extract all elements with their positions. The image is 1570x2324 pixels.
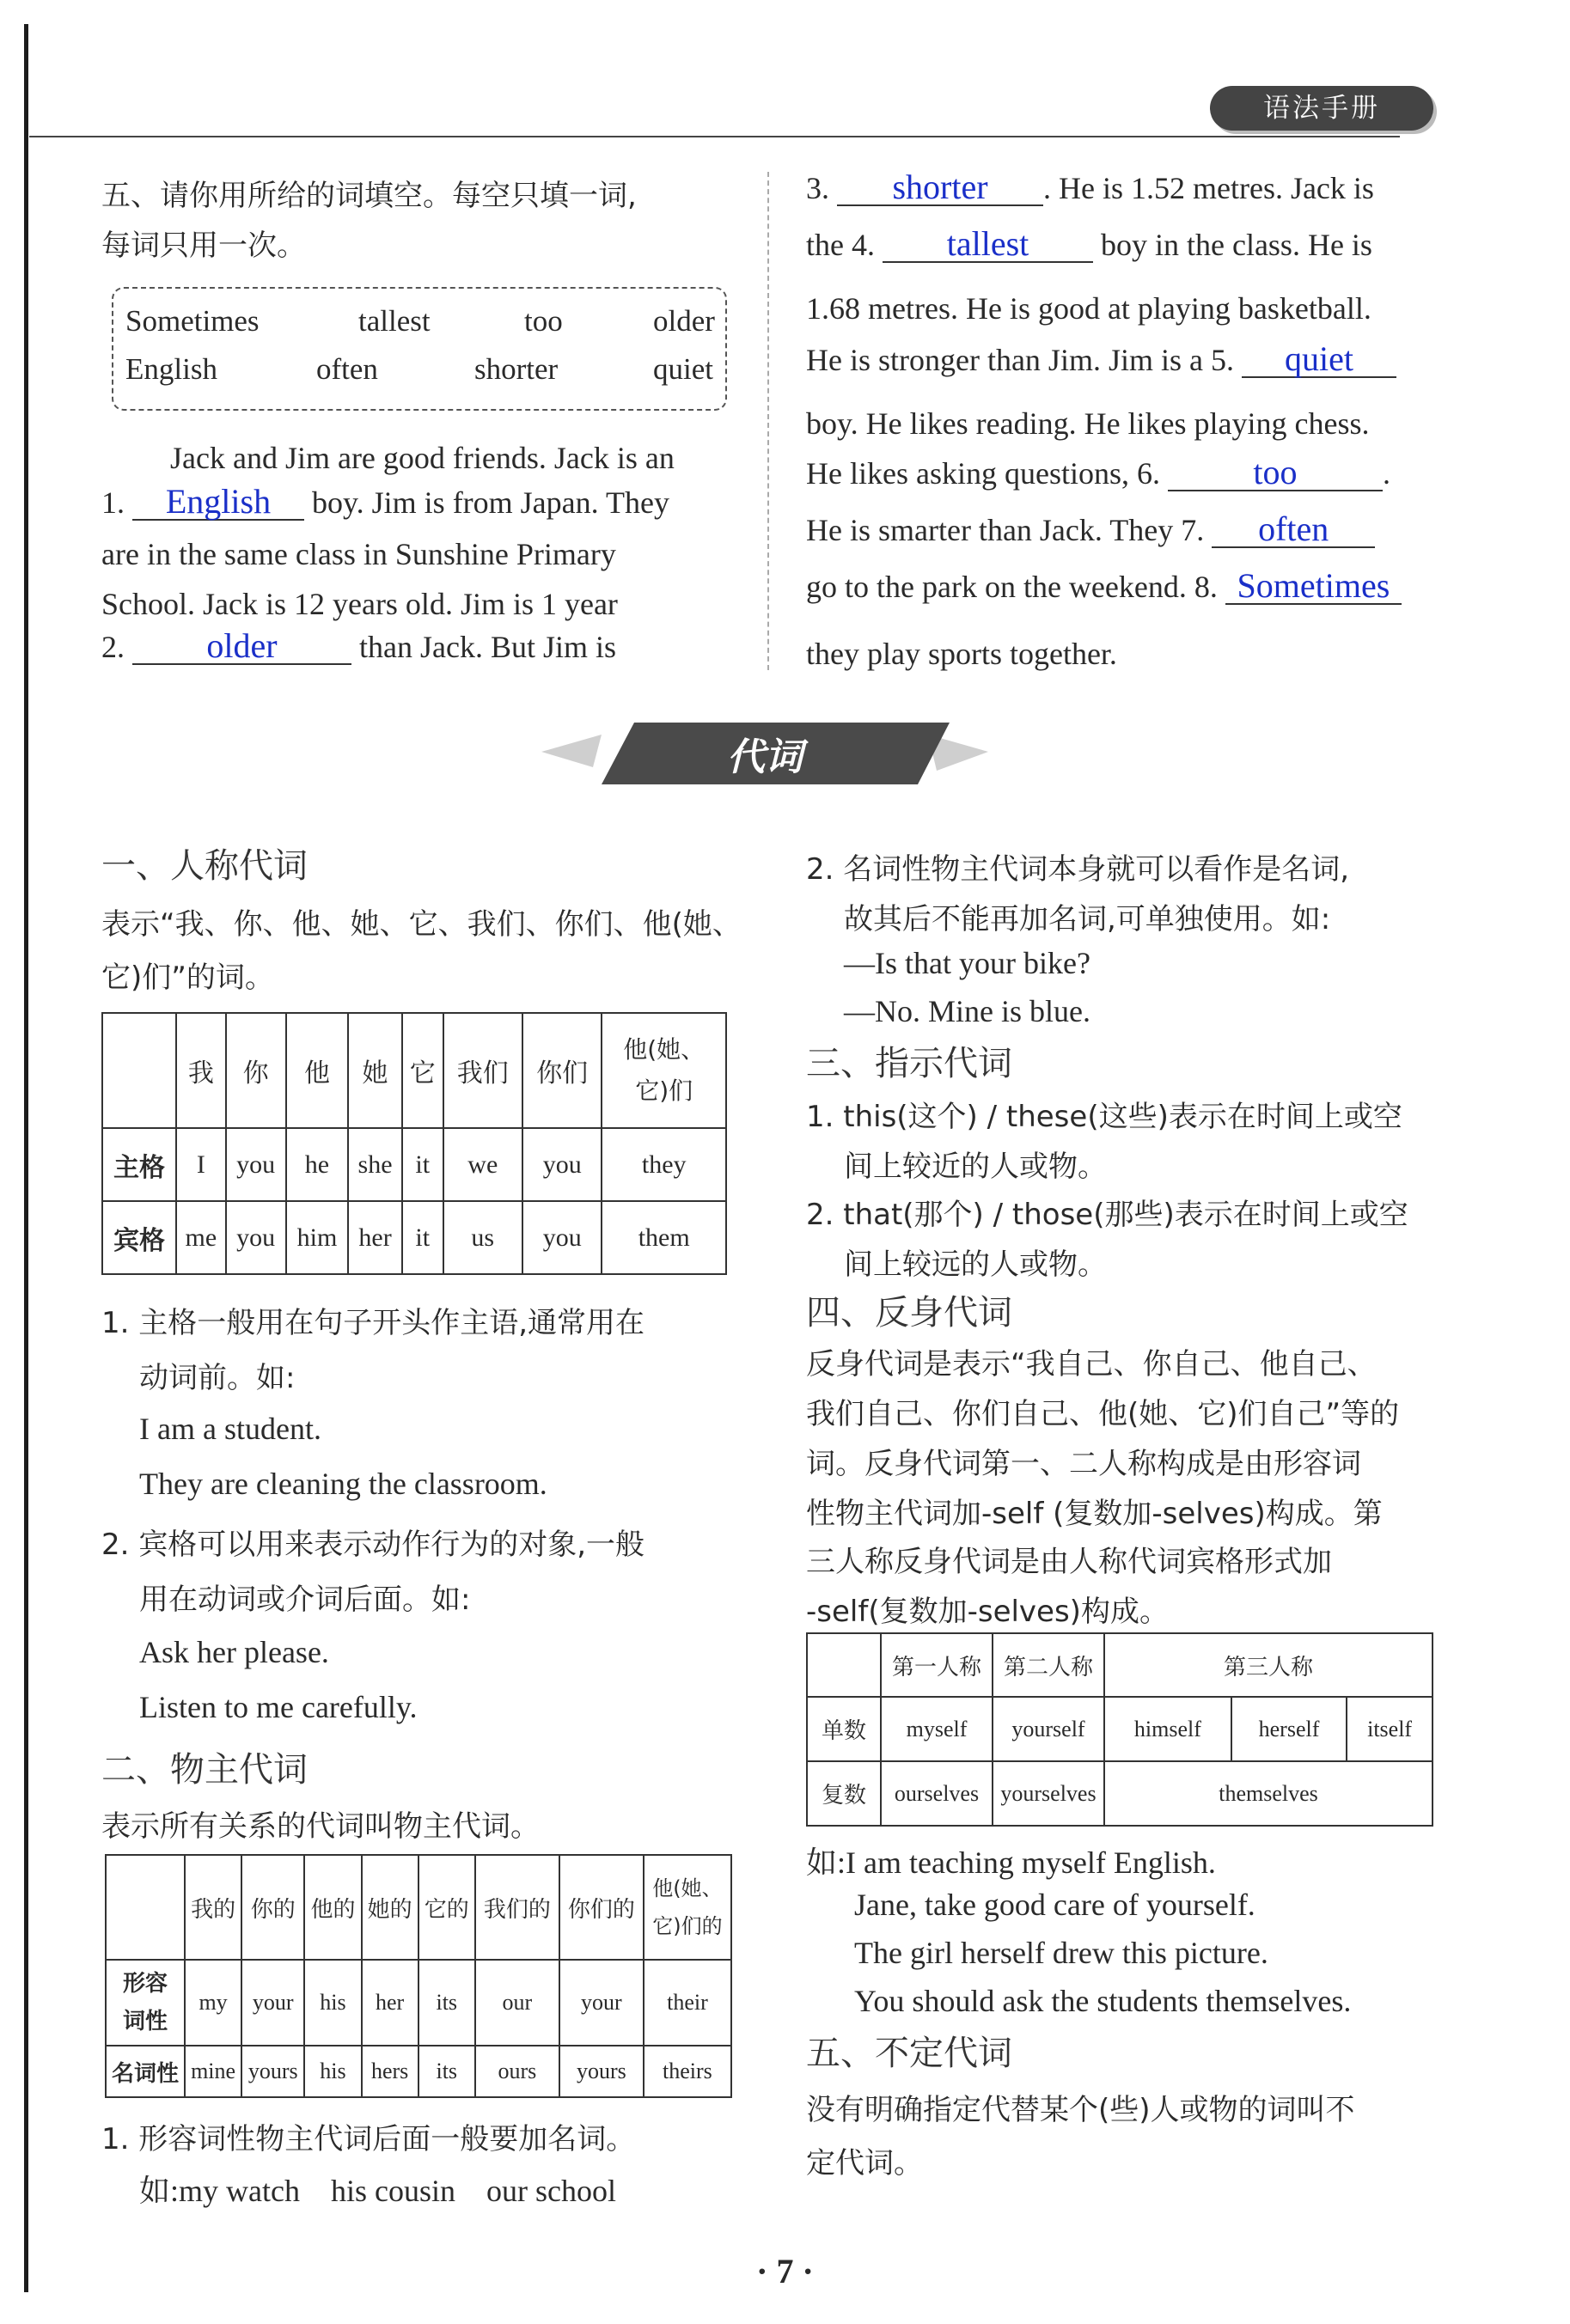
example-sentence: 如:I am teaching myself English. [806, 1845, 1216, 1880]
table-cell: their [644, 1960, 731, 2046]
body-text: 表示“我、你、他、她、它、我们、你们、他(她、 [101, 907, 742, 942]
table-cell: theirs [644, 2046, 731, 2097]
table-cell: me [176, 1201, 226, 1274]
heading-demonstrative-pronouns: 三、指示代词 [806, 1044, 1012, 1083]
answer-6: too [1168, 455, 1383, 491]
word-box [112, 287, 727, 411]
table-corner [807, 1633, 881, 1697]
heading-reflexive-pronouns: 四、反身代词 [806, 1293, 1012, 1333]
table-cell: you [226, 1201, 286, 1274]
table-cell: yours [559, 2046, 644, 2097]
table-cell: ours [475, 2046, 559, 2097]
word: older [653, 304, 715, 338]
passage-line [806, 566, 1402, 605]
header-part: 他(她、 [652, 1876, 723, 1900]
row-label: 主格 [102, 1128, 176, 1201]
table-header: 它 [402, 1013, 443, 1128]
passage-text: He likes asking questions, 6. [806, 456, 1160, 491]
table-header: 你们的 [559, 1855, 644, 1960]
passage-text: than Jack. But Jim is [359, 630, 616, 664]
example-sentence: Listen to me carefully. [139, 1690, 418, 1724]
table-header: 他 [286, 1013, 349, 1128]
table-cell: it [402, 1201, 443, 1274]
table-cell: its [418, 1960, 475, 2046]
answer-2: older [132, 629, 351, 665]
table-header: 第二人称 [993, 1633, 1104, 1697]
binding-bar [24, 24, 28, 2292]
table-cell: his [304, 2046, 361, 2097]
passage-line: they play sports together. [806, 637, 1117, 671]
word: often [316, 352, 378, 386]
table-cell: itself [1347, 1697, 1433, 1761]
body-text: 1. 形容词性物主代词后面一般要加名词。 [101, 2122, 636, 2156]
label-part: 形容 [122, 1971, 168, 1997]
word: tallest [358, 304, 431, 338]
section-badge: 语法手册 [1210, 86, 1433, 131]
passage-text: . [1382, 456, 1390, 491]
answer-4: tallest [883, 227, 1093, 263]
table-header: 我 [176, 1013, 226, 1128]
table-cell: your [559, 1960, 644, 2046]
answer-7: often [1212, 512, 1375, 548]
passage-line: School. Jack is 12 years old. Jim is 1 year [101, 587, 618, 621]
passage-line [806, 224, 1372, 263]
passage-line [806, 455, 1390, 491]
example-sentence: 如:my watch his cousin our school [139, 2174, 616, 2208]
passage-text: He is stronger than Jim. Jim is a 5. [806, 343, 1234, 377]
body-text: 1. this(这个) / these(这些)表示在时间上或空 [806, 1100, 1402, 1134]
body-text: -self(复数加-selves)构成。 [806, 1595, 1169, 1629]
table-cell: yours [241, 2046, 304, 2097]
example-sentence: You should ask the students themselves. [854, 1984, 1352, 2018]
table-header: 第一人称 [881, 1633, 993, 1697]
body-text: 2. 名词性物主代词本身就可以看作是名词, [806, 852, 1350, 887]
table-cell: you [522, 1201, 602, 1274]
table-header: 你 [226, 1013, 286, 1128]
example-sentence: Ask her please. [139, 1635, 329, 1669]
word: Sometimes [125, 304, 260, 338]
table-header: 第三人称 [1104, 1633, 1433, 1697]
table-cell: we [443, 1128, 522, 1201]
example-sentence: They are cleaning the classroom. [139, 1467, 547, 1501]
table-cell: yourself [993, 1697, 1104, 1761]
body-text: 性物主代词加-self (复数加-selves)构成。第 [806, 1497, 1383, 1531]
table-cell: her [348, 1201, 402, 1274]
body-text: 没有明确指定代替某个(些)人或物的词叫不 [806, 2093, 1355, 2127]
word: English [125, 352, 217, 386]
body-text: 间上较近的人或物。 [844, 1150, 1107, 1184]
example-sentence: I am a student. [139, 1412, 321, 1446]
row-label: 单数 [807, 1697, 881, 1761]
table-corner [106, 1855, 185, 1960]
heading-possessive-pronouns: 二、物主代词 [101, 1750, 308, 1790]
answer-3: shorter [837, 170, 1043, 206]
table-cell: hers [362, 2046, 418, 2097]
passage-text: He is smarter than Jack. They 7. [806, 513, 1205, 547]
row-label [106, 1960, 185, 2046]
passage-line [806, 509, 1375, 548]
table-cell: herself [1231, 1697, 1347, 1761]
body-text: 表示所有关系的代词叫物主代词。 [101, 1809, 540, 1844]
table-cell: yourselves [993, 1761, 1104, 1826]
table-cell: you [522, 1128, 602, 1201]
table-cell: themselves [1104, 1761, 1433, 1826]
table-header: 我们 [443, 1013, 522, 1128]
word: too [524, 304, 563, 338]
exercise-title: 五、请你用所给的词填空。每空只填一词, [101, 179, 637, 213]
passage-text: . He is 1.52 metres. Jack is [1043, 171, 1374, 205]
table-header: 我的 [185, 1855, 241, 1960]
table-header: 她 [348, 1013, 402, 1128]
passage-line [806, 339, 1396, 378]
header-part: 它)们 [635, 1077, 693, 1105]
body-text: 反身代词是表示“我自己、你自己、他自己、 [806, 1347, 1377, 1382]
reflexive-pronoun-table [806, 1632, 1433, 1827]
body-text: 词。反身代词第一、二人称构成是由形容词 [806, 1447, 1361, 1481]
example-sentence: —No. Mine is blue. [844, 994, 1090, 1028]
word: shorter [474, 352, 559, 386]
passage-line: boy. He likes reading. He likes playing chess. [806, 406, 1370, 441]
heading-personal-pronouns: 一、人称代词 [101, 846, 308, 886]
table-header: 你的 [241, 1855, 304, 1960]
passage-line: are in the same class in Sunshine Primary [101, 537, 616, 571]
table-header: 她的 [362, 1855, 418, 1960]
table-cell: I [176, 1128, 226, 1201]
label-part: 词性 [122, 2009, 168, 2034]
table-header [602, 1013, 726, 1128]
possessive-pronoun-table [105, 1854, 732, 2098]
body-text: 我们自己、你们自己、他(她、它)们自己”等的 [806, 1397, 1400, 1431]
blank-number: 1. [101, 485, 125, 520]
blank-number: 3. [806, 171, 829, 205]
body-text: 2. 宾格可以用来表示动作行为的对象,一般 [101, 1528, 645, 1562]
header-part: 它)们的 [652, 1914, 723, 1938]
passage-text: boy. Jim is from Japan. They [312, 485, 669, 520]
passage-line: 1.68 metres. He is good at playing basketball. [806, 291, 1371, 326]
body-text: 间上较远的人或物。 [844, 1247, 1107, 1282]
table-cell: my [185, 1960, 241, 2046]
body-text: 故其后不能再加名词,可单独使用。如: [844, 902, 1331, 936]
passage-line [101, 482, 669, 521]
personal-pronoun-table [101, 1012, 727, 1275]
table-cell: it [402, 1128, 443, 1201]
page-number: · 7 · [756, 2252, 814, 2290]
table-cell: she [348, 1128, 402, 1201]
blank-number: the 4. [806, 228, 875, 262]
section-title: 代词 [727, 735, 803, 779]
table-cell: himself [1104, 1697, 1231, 1761]
body-text: 1. 主格一般用在句子开头作主语,通常用在 [101, 1306, 645, 1340]
table-cell: he [286, 1128, 349, 1201]
body-text: 它)们”的词。 [101, 961, 274, 995]
passage-text: go to the park on the weekend. 8. [806, 570, 1218, 604]
body-text: 三人称反身代词是由人称代词宾格形式加 [806, 1545, 1332, 1579]
table-cell: its [418, 2046, 475, 2097]
table-cell: they [602, 1128, 726, 1201]
table-cell: his [304, 1960, 361, 2046]
header-rule [29, 136, 1400, 137]
example-sentence: —Is that your bike? [844, 946, 1090, 980]
table-header: 他的 [304, 1855, 361, 1960]
blank-number: 2. [101, 630, 125, 664]
row-label: 名词性 [106, 2046, 185, 2097]
example-sentence: The girl herself drew this picture. [854, 1936, 1268, 1970]
table-cell: him [286, 1201, 349, 1274]
answer-8: Sometimes [1225, 569, 1402, 605]
table-header: 它的 [418, 1855, 475, 1960]
passage-text: boy in the class. He is [1100, 228, 1372, 262]
body-text: 2. that(那个) / those(那些)表示在时间上或空 [806, 1198, 1408, 1232]
table-cell: us [443, 1201, 522, 1274]
table-cell: ourselves [881, 1761, 993, 1826]
body-text: 用在动词或介词后面。如: [139, 1583, 471, 1617]
passage-line [806, 170, 1374, 206]
table-corner [102, 1013, 176, 1128]
column-divider [767, 172, 769, 670]
table-cell: her [362, 1960, 418, 2046]
row-label: 宾格 [102, 1201, 176, 1274]
table-header: 我们的 [475, 1855, 559, 1960]
table-cell: mine [185, 2046, 241, 2097]
example-sentence: Jane, take good care of yourself. [854, 1888, 1255, 1922]
table-cell: our [475, 1960, 559, 2046]
exercise-title-2: 每词只用一次。 [101, 229, 306, 263]
answer-5: quiet [1242, 342, 1396, 378]
table-cell: them [602, 1201, 726, 1274]
heading-indefinite-pronouns: 五、不定代词 [806, 2034, 1012, 2073]
passage-line [101, 626, 616, 665]
word: quiet [653, 352, 713, 386]
body-text: 动词前。如: [139, 1361, 296, 1395]
header-part: 他(她、 [623, 1035, 706, 1064]
body-text: 定代词。 [806, 2146, 923, 2181]
table-cell: your [241, 1960, 304, 2046]
table-cell: myself [881, 1697, 993, 1761]
passage-line: Jack and Jim are good friends. Jack is an [170, 441, 675, 475]
row-label: 复数 [807, 1761, 881, 1826]
table-header [644, 1855, 731, 1960]
table-header: 你们 [522, 1013, 602, 1128]
answer-1: English [132, 485, 304, 521]
table-cell: you [226, 1128, 286, 1201]
